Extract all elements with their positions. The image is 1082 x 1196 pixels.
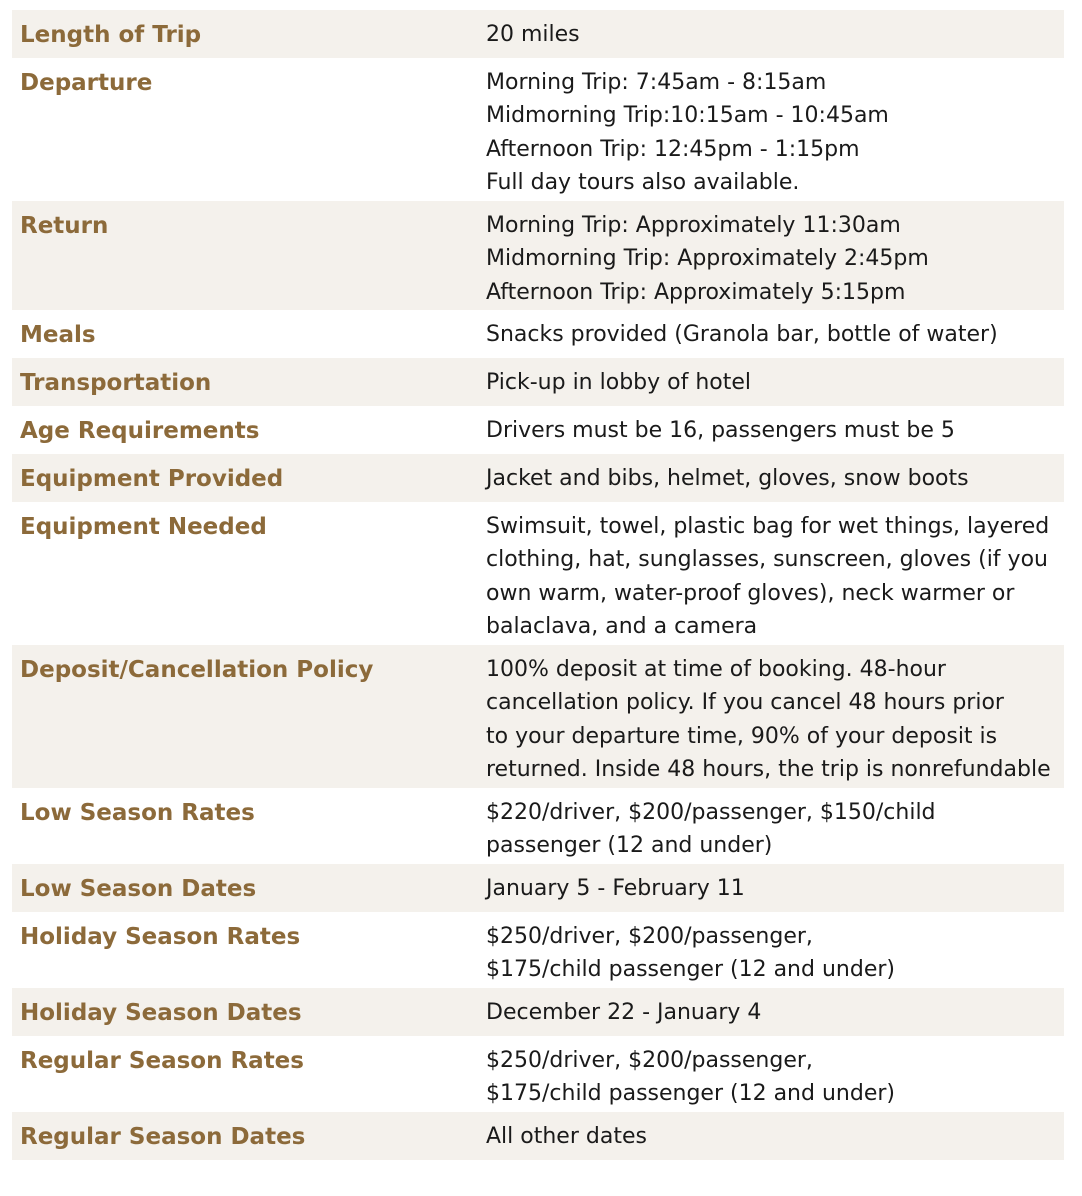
table-row xyxy=(12,58,1064,201)
value-line: 100% deposit at time of booking. 48-hour xyxy=(486,657,946,682)
table-row xyxy=(12,454,1064,502)
value-line: returned. Inside 48 hours, the trip is nonrefundable xyxy=(486,757,1051,783)
value-line: $175/child passenger (12 and under) xyxy=(486,957,895,983)
value-line: clothing, hat, sunglasses, sunscreen, gloves (if you xyxy=(486,547,1048,573)
row-label: Length of Trip xyxy=(20,22,202,48)
table-row xyxy=(12,645,1064,788)
row-label: Equipment Needed xyxy=(20,514,267,540)
row-label: Return xyxy=(20,213,109,239)
row-value xyxy=(486,58,1064,201)
row-label: Holiday Season Rates xyxy=(20,924,301,950)
row-label: Departure xyxy=(20,70,153,96)
table-row xyxy=(12,864,1064,912)
row-label: Meals xyxy=(20,322,96,348)
value-line: Morning Trip: 7:45am - 8:15am xyxy=(486,70,827,95)
row-value xyxy=(486,201,1064,310)
row-label: Holiday Season Dates xyxy=(20,1000,302,1026)
row-label: Equipment Provided xyxy=(20,466,284,492)
table-row xyxy=(12,358,1064,406)
value-line: All other dates xyxy=(486,1124,647,1149)
value-line: December 22 - January 4 xyxy=(486,1000,762,1025)
row-value xyxy=(486,912,1064,988)
value-line: Pick-up in lobby of hotel xyxy=(486,370,752,395)
value-line: Snacks provided (Granola bar, bottle of water) xyxy=(486,322,998,347)
value-line: Jacket and bibs, helmet, gloves, snow boots xyxy=(486,466,969,491)
row-value xyxy=(486,406,1064,454)
value-line: $175/child passenger (12 and under) xyxy=(486,1081,895,1107)
row-label: Age Requirements xyxy=(20,418,260,444)
table-row xyxy=(12,310,1064,358)
row-value xyxy=(486,988,1064,1036)
value-line: January 5 - February 11 xyxy=(486,876,745,901)
value-line: Full day tours also available. xyxy=(486,170,800,196)
row-label: Low Season Rates xyxy=(20,800,255,826)
row-value xyxy=(486,1112,1064,1160)
value-line: $250/driver, $200/passenger, xyxy=(486,1048,813,1073)
table-row xyxy=(12,1036,1064,1112)
row-label: Transportation xyxy=(20,370,212,396)
row-label: Regular Season Rates xyxy=(20,1048,304,1074)
table-row xyxy=(12,502,1064,645)
row-value xyxy=(486,1036,1064,1112)
value-line: Swimsuit, towel, plastic bag for wet things, layered xyxy=(486,514,1050,539)
table-row xyxy=(12,10,1064,58)
value-line: Midmorning Trip: Approximately 2:45pm xyxy=(486,246,929,272)
value-line: balaclava, and a camera xyxy=(486,614,758,640)
row-label: Low Season Dates xyxy=(20,876,257,902)
table-row xyxy=(12,988,1064,1036)
value-line: Afternoon Trip: 12:45pm - 1:15pm xyxy=(486,136,860,162)
row-value xyxy=(486,502,1064,645)
value-line: to your departure time, 90% of your deposit is xyxy=(486,723,998,749)
table-row xyxy=(12,201,1064,310)
value-line: passenger (12 and under) xyxy=(486,833,773,859)
value-line: $220/driver, $200/passenger, $150/child xyxy=(486,800,936,825)
row-value xyxy=(486,645,1064,788)
value-line: Drivers must be 16, passengers must be 5 xyxy=(486,418,955,443)
value-line: cancellation policy. If you cancel 48 hours prior xyxy=(486,690,1004,716)
value-line: 20 miles xyxy=(486,22,580,47)
value-line: $250/driver, $200/passenger, xyxy=(486,924,813,949)
row-value xyxy=(486,454,1064,502)
row-value xyxy=(486,358,1064,406)
row-label: Deposit/Cancellation Policy xyxy=(20,657,374,683)
value-line: own warm, water-proof gloves), neck warmer or xyxy=(486,580,1015,606)
row-label: Regular Season Dates xyxy=(20,1124,306,1150)
row-value xyxy=(486,310,1064,358)
value-line: Midmorning Trip:10:15am - 10:45am xyxy=(486,103,889,129)
row-value xyxy=(486,864,1064,912)
value-line: Afternoon Trip: Approximately 5:15pm xyxy=(486,279,906,305)
trip-details-table xyxy=(12,10,1064,1160)
row-value xyxy=(486,10,1064,58)
value-line: Morning Trip: Approximately 11:30am xyxy=(486,213,901,238)
table-row xyxy=(12,912,1064,988)
table-row xyxy=(12,1112,1064,1160)
table-row xyxy=(12,788,1064,864)
row-value xyxy=(486,788,1064,864)
table-row xyxy=(12,406,1064,454)
